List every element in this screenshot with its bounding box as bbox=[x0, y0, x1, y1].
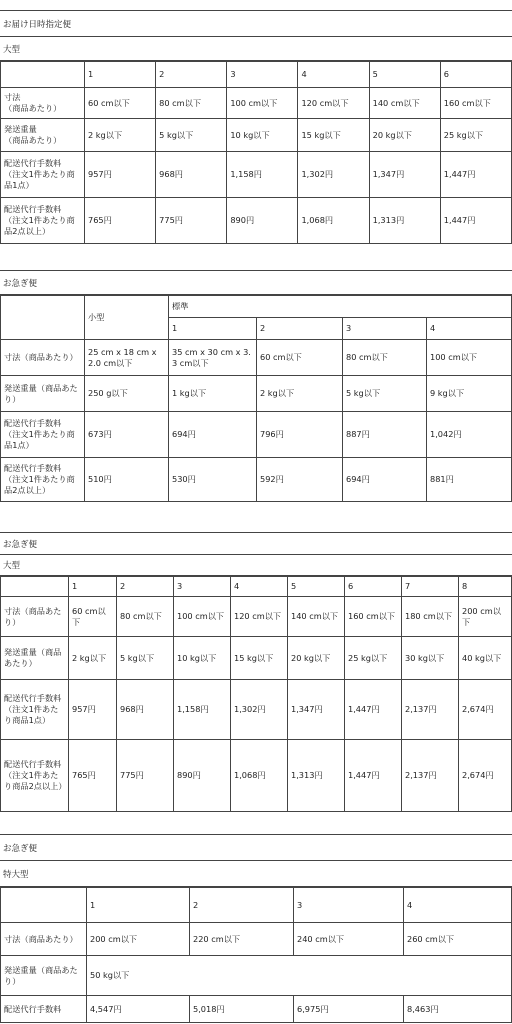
cell: 1,068円 bbox=[298, 198, 369, 244]
cell: 2 kg以下 bbox=[257, 376, 343, 412]
header-cell: 6 bbox=[440, 62, 511, 88]
row-label: 配送代行手数料 （注文1件あたり商品1点） bbox=[1, 152, 85, 198]
section-title: お届け日時指定便 bbox=[3, 19, 72, 30]
header-cell: 3 bbox=[227, 62, 298, 88]
subtitle-label: 大型 bbox=[3, 561, 21, 571]
cell: 1,158円 bbox=[174, 680, 231, 740]
cell: 775円 bbox=[117, 740, 174, 812]
header-cell: 1 bbox=[169, 318, 257, 340]
header-cell: 2 bbox=[190, 888, 294, 923]
header-cell-empty bbox=[1, 296, 85, 340]
section-header-express-large bbox=[0, 532, 512, 555]
table-scheduled-large bbox=[0, 61, 512, 244]
section-header-express-xl bbox=[0, 834, 512, 861]
cell: 25 kg以下 bbox=[440, 119, 511, 152]
cell: 1 kg以下 bbox=[169, 376, 257, 412]
cell: 1,313円 bbox=[288, 740, 345, 812]
header-cell: 8 bbox=[459, 577, 512, 597]
table-row bbox=[1, 152, 512, 198]
section-header-express bbox=[0, 270, 512, 295]
cell: 4,547円 bbox=[87, 996, 190, 1023]
header-cell: 4 bbox=[231, 577, 288, 597]
table-header-row bbox=[1, 888, 512, 923]
cell: 140 cm以下 bbox=[369, 88, 440, 119]
cell: 120 cm以下 bbox=[231, 597, 288, 637]
cell: 160 cm以下 bbox=[345, 597, 402, 637]
cell: 510円 bbox=[85, 458, 169, 502]
table-header-row bbox=[1, 577, 512, 597]
header-cell: 4 bbox=[427, 318, 512, 340]
header-cell: 4 bbox=[404, 888, 512, 923]
header-cell-small: 小型 bbox=[85, 296, 169, 340]
cell: 957円 bbox=[85, 152, 156, 198]
row-label: 寸法（商品あたり） bbox=[1, 923, 87, 956]
table-express-xl bbox=[0, 887, 512, 1023]
section-subtitle-large bbox=[0, 555, 512, 576]
cell: 5 kg以下 bbox=[343, 376, 427, 412]
section-title: お急ぎ便 bbox=[3, 843, 38, 854]
header-cell: 3 bbox=[174, 577, 231, 597]
cell: 2,674円 bbox=[459, 680, 512, 740]
cell: 694円 bbox=[343, 458, 427, 502]
cell: 100 cm以下 bbox=[174, 597, 231, 637]
row-label: 発送重量（商品あたり） bbox=[1, 637, 69, 680]
cell: 2,137円 bbox=[402, 680, 459, 740]
cell: 2,137円 bbox=[402, 740, 459, 812]
row-label: 寸法（商品あたり） bbox=[1, 340, 85, 376]
header-cell: 5 bbox=[369, 62, 440, 88]
header-cell: 6 bbox=[345, 577, 402, 597]
subtitle-label: 大型 bbox=[3, 44, 21, 55]
table-row bbox=[1, 119, 512, 152]
table-row bbox=[1, 198, 512, 244]
cell: 30 kg以下 bbox=[402, 637, 459, 680]
cell: 160 cm以下 bbox=[440, 88, 511, 119]
cell: 765円 bbox=[69, 740, 117, 812]
header-cell: 4 bbox=[298, 62, 369, 88]
cell: 694円 bbox=[169, 412, 257, 458]
table-express-standard bbox=[0, 295, 512, 502]
cell: 25 cm x 18 cm x 2.0 cm以下 bbox=[85, 340, 169, 376]
row-label: 配送代行手数料（注文1件あたり商品2点以上） bbox=[1, 740, 69, 812]
cell: 140 cm以下 bbox=[288, 597, 345, 637]
cell: 890円 bbox=[174, 740, 231, 812]
table-row bbox=[1, 376, 512, 412]
header-cell: 5 bbox=[288, 577, 345, 597]
cell: 1,347円 bbox=[288, 680, 345, 740]
cell: 200 cm以下 bbox=[87, 923, 190, 956]
table-row bbox=[1, 412, 512, 458]
cell: 15 kg以下 bbox=[298, 119, 369, 152]
header-cell-empty bbox=[1, 62, 85, 88]
cell: 1,313円 bbox=[369, 198, 440, 244]
cell: 220 cm以下 bbox=[190, 923, 294, 956]
cell: 60 cm以下 bbox=[85, 88, 156, 119]
cell: 2 kg以下 bbox=[85, 119, 156, 152]
table-row bbox=[1, 597, 512, 637]
cell: 120 cm以下 bbox=[298, 88, 369, 119]
cell: 1,158円 bbox=[227, 152, 298, 198]
cell: 260 cm以下 bbox=[404, 923, 512, 956]
cell: 1,447円 bbox=[345, 680, 402, 740]
cell: 40 kg以下 bbox=[459, 637, 512, 680]
row-label: 配送代行手数料 （注文1件あたり商品2点以上） bbox=[1, 198, 85, 244]
table-row bbox=[1, 680, 512, 740]
header-cell-empty bbox=[1, 577, 69, 597]
cell: 60 cm以下 bbox=[69, 597, 117, 637]
row-label: 配送代行手数料 bbox=[1, 996, 87, 1023]
header-cell: 2 bbox=[257, 318, 343, 340]
cell: 968円 bbox=[117, 680, 174, 740]
table-row bbox=[1, 458, 512, 502]
cell: 673円 bbox=[85, 412, 169, 458]
cell: 80 cm以下 bbox=[117, 597, 174, 637]
cell: 1,042円 bbox=[427, 412, 512, 458]
cell: 15 kg以下 bbox=[231, 637, 288, 680]
section-header-scheduled bbox=[0, 10, 512, 37]
table-header-row bbox=[1, 62, 512, 88]
cell: 240 cm以下 bbox=[294, 923, 404, 956]
header-cell: 1 bbox=[87, 888, 190, 923]
header-cell-empty bbox=[1, 888, 87, 923]
cell: 1,302円 bbox=[298, 152, 369, 198]
table-row bbox=[1, 637, 512, 680]
table-row bbox=[1, 740, 512, 812]
cell: 80 cm以下 bbox=[343, 340, 427, 376]
cell: 20 kg以下 bbox=[369, 119, 440, 152]
header-cell: 3 bbox=[343, 318, 427, 340]
header-cell: 7 bbox=[402, 577, 459, 597]
row-label: 配送代行手数料（注文1件あたり商品1点） bbox=[1, 680, 69, 740]
row-label: 配送代行手数料 （注文1件あたり商品2点以上） bbox=[1, 458, 85, 502]
header-cell: 2 bbox=[156, 62, 227, 88]
header-cell-standard: 標準 bbox=[169, 296, 512, 318]
cell: 2 kg以下 bbox=[69, 637, 117, 680]
cell: 200 cm以下 bbox=[459, 597, 512, 637]
row-label: 発送重量（商品あたり） bbox=[1, 956, 87, 996]
table-row bbox=[1, 88, 512, 119]
cell: 2,674円 bbox=[459, 740, 512, 812]
cell: 5 kg以下 bbox=[156, 119, 227, 152]
header-cell: 3 bbox=[294, 888, 404, 923]
cell: 1,302円 bbox=[231, 680, 288, 740]
row-label: 寸法（商品あたり） bbox=[1, 597, 69, 637]
cell: 957円 bbox=[69, 680, 117, 740]
cell: 250 g以下 bbox=[85, 376, 169, 412]
cell: 5 kg以下 bbox=[117, 637, 174, 680]
table-row bbox=[1, 923, 512, 956]
table-row bbox=[1, 340, 512, 376]
header-cell: 2 bbox=[117, 577, 174, 597]
table-header-row bbox=[1, 296, 512, 318]
section-subtitle-xl bbox=[0, 861, 512, 887]
cell: 592円 bbox=[257, 458, 343, 502]
cell: 20 kg以下 bbox=[288, 637, 345, 680]
cell: 887円 bbox=[343, 412, 427, 458]
table-row bbox=[1, 956, 512, 996]
table-express-large bbox=[0, 576, 512, 812]
cell: 6,975円 bbox=[294, 996, 404, 1023]
section-title: お急ぎ便 bbox=[3, 539, 38, 550]
row-label: 配送代行手数料 （注文1件あたり商品1点） bbox=[1, 412, 85, 458]
section-subtitle-large bbox=[0, 37, 512, 61]
cell: 530円 bbox=[169, 458, 257, 502]
subtitle-label: 特大型 bbox=[3, 869, 29, 880]
cell: 8,463円 bbox=[404, 996, 512, 1023]
row-label: 寸法 （商品あたり） bbox=[1, 88, 85, 119]
cell: 10 kg以下 bbox=[174, 637, 231, 680]
cell: 1,447円 bbox=[440, 152, 511, 198]
cell: 10 kg以下 bbox=[227, 119, 298, 152]
header-cell: 1 bbox=[85, 62, 156, 88]
cell: 35 cm x 30 cm x 3.3 cm以下 bbox=[169, 340, 257, 376]
row-label: 発送重量（商品あたり） bbox=[1, 376, 85, 412]
section-title: お急ぎ便 bbox=[3, 278, 38, 289]
cell: 796円 bbox=[257, 412, 343, 458]
cell: 775円 bbox=[156, 198, 227, 244]
cell: 765円 bbox=[85, 198, 156, 244]
cell: 60 cm以下 bbox=[257, 340, 343, 376]
cell: 25 kg以下 bbox=[345, 637, 402, 680]
cell: 5,018円 bbox=[190, 996, 294, 1023]
cell-span: 50 kg以下 bbox=[87, 956, 512, 996]
cell: 80 cm以下 bbox=[156, 88, 227, 119]
cell: 881円 bbox=[427, 458, 512, 502]
cell: 9 kg以下 bbox=[427, 376, 512, 412]
cell: 100 cm以下 bbox=[427, 340, 512, 376]
row-label: 発送重量 （商品あたり） bbox=[1, 119, 85, 152]
cell: 100 cm以下 bbox=[227, 88, 298, 119]
cell: 1,347円 bbox=[369, 152, 440, 198]
cell: 890円 bbox=[227, 198, 298, 244]
cell: 1,068円 bbox=[231, 740, 288, 812]
cell: 180 cm以下 bbox=[402, 597, 459, 637]
cell: 1,447円 bbox=[345, 740, 402, 812]
table-row bbox=[1, 996, 512, 1023]
header-cell: 1 bbox=[69, 577, 117, 597]
cell: 1,447円 bbox=[440, 198, 511, 244]
cell: 968円 bbox=[156, 152, 227, 198]
